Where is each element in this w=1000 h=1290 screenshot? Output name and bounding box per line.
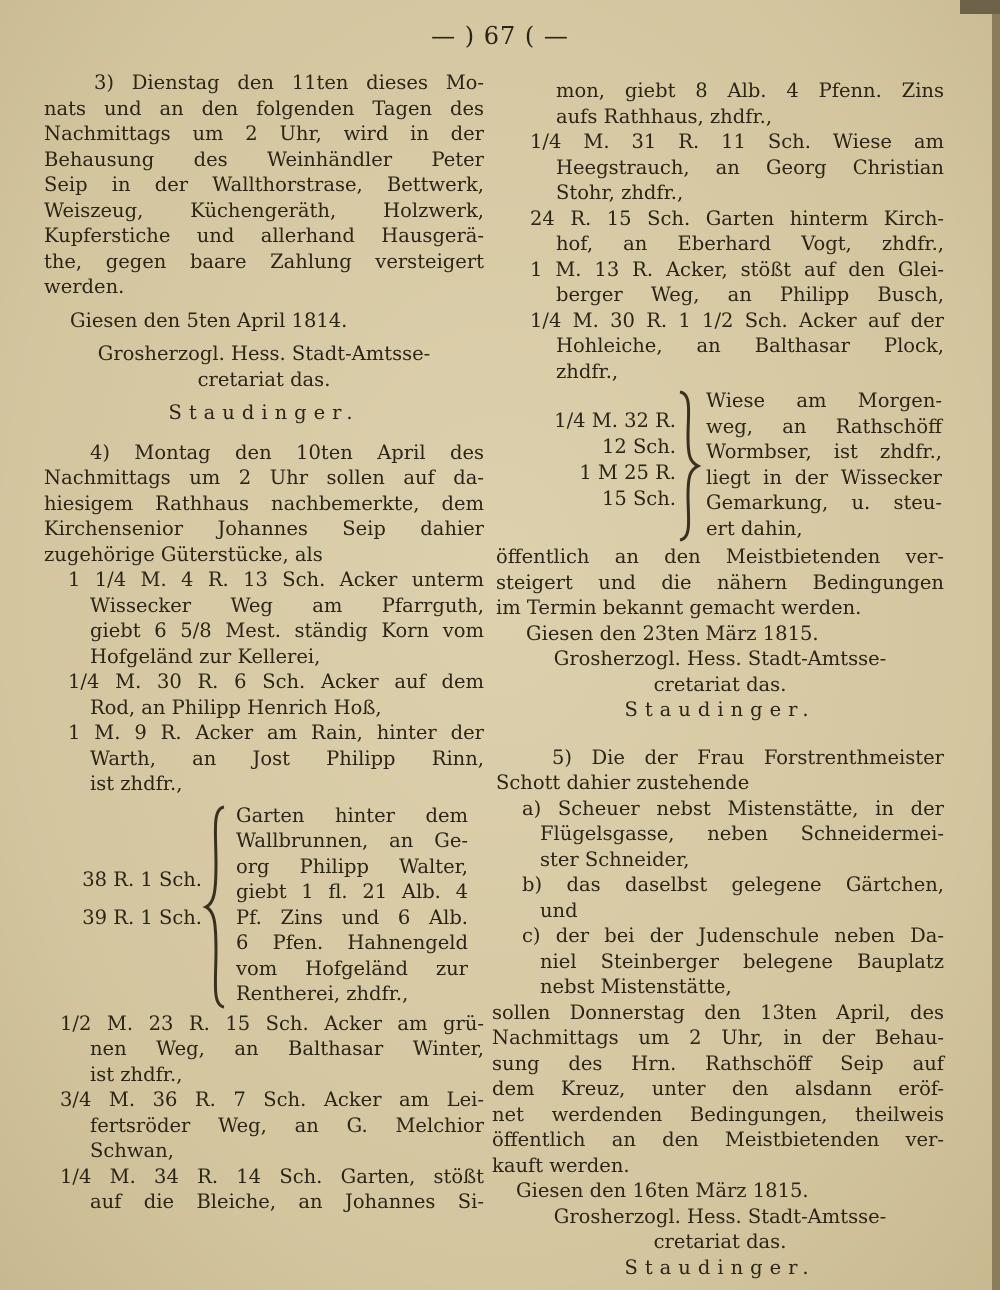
property-entry [496, 308, 944, 385]
text-line: Heegstrauch, an Georg Christian [556, 155, 944, 179]
measure-label: 1 M 25 R. [579, 461, 676, 484]
text-line: berger Weg, an Philipp Busch, [556, 283, 944, 306]
brace-left-measures [44, 861, 202, 937]
property-entry [44, 1087, 484, 1164]
office-line: Grosherzogl. Hess. Stadt-Amtsse- [553, 1204, 887, 1228]
text-line: Pf. Zins und 6 Alb. [236, 905, 468, 929]
announcement-5-end [492, 1000, 944, 1179]
text-line: Warth, an Jost Philipp Rinn, [90, 746, 484, 770]
text-line: 1/2 M. 23 R. 15 Sch. Acker am grü- [60, 1011, 484, 1035]
text-line: 3) Dienstag den 11ten dieses Mo- [94, 71, 484, 94]
text-line: giebt 6 5/8 Mest. ständig Korn vom [90, 619, 484, 642]
office-line: cretariat das. [197, 367, 331, 391]
announcement-4-end [496, 544, 944, 621]
text-line: 1 M. 13 R. Acker, stößt auf den Glei- [530, 257, 944, 281]
brace-left-measures [496, 408, 676, 512]
text-line: 24 R. 15 Sch. Garten hinterm Kirch- [530, 206, 944, 230]
text-line: Stohr, zhdfr., [556, 181, 684, 204]
property-entry [496, 206, 944, 257]
text-line: sung des Hrn. Rathschöff Seip auf [492, 1051, 944, 1075]
text-line: ert dahin, [706, 516, 803, 540]
text-line: 4) Montag den 10ten April des [90, 440, 484, 464]
announcement-4 [44, 440, 484, 568]
text-line: Schott dahier zustehende [496, 771, 750, 794]
text-line: hiesigem Rathhaus nachbemerkte, dem [44, 491, 484, 515]
text-line: 3/4 M. 36 R. 7 Sch. Acker am Lei- [60, 1088, 484, 1111]
text-line: steigert und die nähern Bedingungen [496, 570, 944, 594]
text-line: hof, an Eberhard Vogt, zhdfr., [556, 232, 944, 255]
text-line: Wallbrunnen, an Ge- [236, 829, 468, 852]
announcement-3 [44, 70, 484, 300]
text-line: Nachmittags um 2 Uhr, in der Behau- [492, 1026, 944, 1049]
text-line: 6 Pfen. Hahnengeld [236, 931, 468, 954]
text-line: Wissecker Weg am Pfarrguth, [90, 593, 484, 617]
text-line: und [540, 898, 578, 922]
property-entry [44, 1011, 484, 1088]
text-line: Behausung des Weinhändler Peter [44, 147, 484, 171]
text-line: Wiese am Morgen- [706, 389, 942, 412]
curly-brace-icon [674, 388, 704, 544]
text-line: Schwan, [90, 1139, 174, 1162]
office-line: cretariat das. [653, 672, 787, 696]
text-line: liegt in der Wissecker [706, 465, 942, 489]
office-line: cretariat das. [653, 1230, 787, 1253]
measure-label: 38 R. 1 Sch. [82, 867, 202, 891]
brace-group [496, 388, 944, 544]
text-line: ist zhdfr., [90, 1062, 183, 1086]
text-line: zugehörige Güterstücke, als [44, 542, 323, 566]
text-line: öffentlich an den Meistbietenden ver- [492, 1128, 944, 1151]
text-line: the, gegen baare Zahlung versteigert [44, 249, 484, 273]
page-corner-shadow [960, 0, 1000, 14]
brace-group [44, 803, 484, 1011]
text-line: Kupferstiche und allerhand Hausgerä- [44, 224, 484, 247]
text-line: 1/4 M. 30 R. 1 1/2 Sch. Acker auf der [530, 308, 944, 332]
text-line: Wormbser, ist zhdfr., [706, 440, 942, 463]
announcement-date: Giesen den 16ten März 1815. [516, 1179, 809, 1202]
text-line: niel Steinberger belegene Bauplatz [540, 949, 944, 973]
property-entry [496, 257, 944, 308]
measure-label: 12 Sch. [601, 435, 676, 458]
brace-right-text [706, 388, 942, 541]
right-column [492, 78, 944, 1280]
property-entry [44, 567, 484, 669]
announcement-date: Giesen den 5ten April 1814. [70, 308, 348, 332]
text-line: nen Weg, an Balthasar Winter, [90, 1037, 484, 1060]
signature: Staudinger. [168, 401, 360, 424]
text-line: nebst Mistenstätte, [540, 975, 732, 998]
text-line: Rod, an Philipp Henrich Hoß, [90, 695, 382, 719]
sub-item-c [496, 923, 944, 1000]
office-line: Grosherzogl. Hess. Stadt-Amtsse- [97, 342, 431, 365]
text-line: Garten hinter dem [236, 803, 468, 827]
text-line: 1/4 M. 31 R. 11 Sch. Wiese am [530, 130, 944, 153]
announcement-5 [496, 745, 944, 796]
text-line: Flügelsgasse, neben Schneidermei- [540, 822, 944, 845]
sub-item-b [496, 872, 944, 923]
text-line: Nachmittags um 2 Uhr, wird in der [44, 122, 484, 145]
text-line: Kirchensenior Johannes Seip dahier [44, 517, 484, 540]
office-line: Grosherzogl. Hess. Stadt-Amtsse- [553, 647, 887, 670]
measure-label: 1/4 M. 32 R. [554, 409, 676, 432]
text-line: im Termin bekannt gemacht werden. [496, 596, 862, 619]
text-line: 1 1/4 M. 4 R. 13 Sch. Acker unterm [68, 568, 484, 591]
text-line: kauft werden. [492, 1153, 630, 1177]
property-entry [496, 129, 944, 206]
text-line: weg, an Rathschöff [706, 414, 942, 438]
text-line: Hohleiche, an Balthasar Plock, [556, 334, 944, 357]
text-line: org Philipp Walter, [236, 854, 468, 878]
property-entry [44, 720, 484, 797]
text-line: ist zhdfr., [90, 772, 183, 795]
left-column [44, 70, 484, 1215]
text-line: 1/4 M. 34 R. 14 Sch. Garten, stößt [60, 1164, 484, 1188]
sub-item-a [496, 796, 944, 873]
text-line: fertsröder Weg, an G. Melchior [90, 1113, 484, 1137]
page-edge [992, 0, 1000, 1290]
text-line: Rentherei, zhdfr., [236, 982, 409, 1005]
curly-brace-icon [202, 803, 232, 1011]
text-line: Weiszeug, Küchengeräth, Holzwerk, [44, 198, 484, 222]
text-line: ster Schneider, [540, 847, 690, 871]
page-number: — ) 67 ( — [431, 22, 569, 50]
property-entry [496, 78, 944, 129]
text-line: zhdfr., [556, 359, 619, 383]
signature: Staudinger. [624, 1255, 816, 1279]
text-line: vom Hofgeländ zur [236, 956, 468, 980]
property-entry [44, 669, 484, 720]
text-line: c) der bei der Judenschule neben Da- [522, 924, 944, 947]
text-line: öffentlich an den Meistbietenden ver- [496, 545, 944, 568]
text-line: 5) Die der Frau Forstrenthmeister [552, 745, 944, 769]
text-line: 1 M. 9 R. Acker am Rain, hinter der [68, 721, 484, 744]
text-line: Seip in der Wallthorstrase, Bettwerk, [44, 173, 484, 196]
text-line: giebt 1 fl. 21 Alb. 4 [236, 880, 468, 903]
text-line: a) Scheuer nebst Mistenstätte, in der [522, 796, 944, 820]
property-entry [44, 1164, 484, 1215]
text-line: nats und an den folgenden Tagen des [44, 96, 484, 120]
text-line: mon, giebt 8 Alb. 4 Pfenn. Zins [556, 79, 944, 102]
text-line: 1/4 M. 30 R. 6 Sch. Acker auf dem [68, 670, 484, 693]
text-line: dem Kreuz, unter den alsdann eröf- [492, 1077, 944, 1100]
measure-label: 39 R. 1 Sch. [82, 905, 202, 929]
text-line: b) das daselbst gelegene Gärtchen, [522, 873, 944, 896]
text-line: Nachmittags um 2 Uhr sollen auf da- [44, 466, 484, 489]
announcement-date: Giesen den 23ten März 1815. [526, 621, 819, 645]
signature: Staudinger. [624, 698, 816, 721]
text-line: werden. [44, 275, 125, 298]
text-line: net werdenden Bedingungen, theilweis [492, 1102, 944, 1126]
text-line: aufs Rathhaus, zhdfr., [556, 104, 773, 128]
text-line: Gemarkung, u. steu- [706, 491, 942, 514]
brace-right-text [236, 803, 468, 1007]
measure-label: 15 Sch. [601, 487, 676, 510]
text-line: Hofgeländ zur Kellerei, [90, 644, 321, 668]
text-line: auf die Bleiche, an Johannes Si- [90, 1190, 484, 1213]
text-line: sollen Donnerstag den 13ten April, des [492, 1000, 944, 1024]
